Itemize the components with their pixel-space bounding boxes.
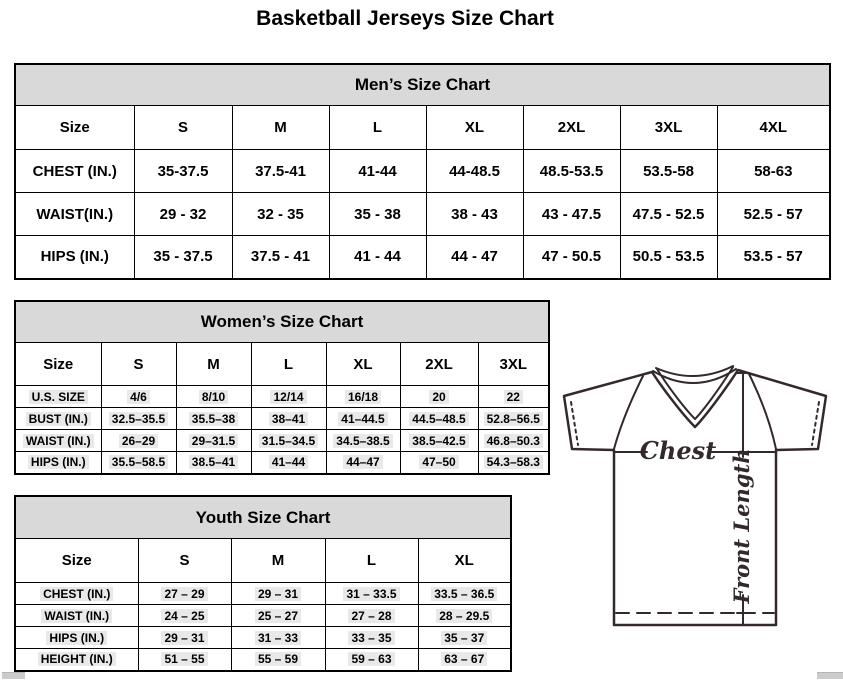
table-row [15,236,830,279]
table-row [15,150,830,193]
table-cell: 41–44 [251,452,326,474]
table-cell: 55 – 59 [231,649,325,671]
column-header: 3XL [478,343,549,386]
table-row [15,583,511,605]
table-cell: 22 [478,386,549,408]
page-title: Basketball Jerseys Size Chart [256,7,554,30]
table-cell: 52.5 - 57 [717,193,830,236]
column-header: S [101,343,176,386]
table-cell: 47–50 [400,452,478,474]
table-cell: 38.5–41 [176,452,251,474]
table-cell: 51 – 55 [138,649,231,671]
table-cell: 44.5–48.5 [400,408,478,430]
table-row [15,452,549,474]
right-armhole-seam [749,374,776,449]
column-header: S [134,106,232,150]
column-header: Size [15,343,101,386]
table-cell: 38–41 [251,408,326,430]
collar-back-arc [656,366,733,376]
row-label: HEIGHT (IN.) [15,649,138,671]
scrollbar-fragment-right[interactable] [817,672,843,679]
table-cell: 59 – 63 [325,649,418,671]
table-row [15,539,511,583]
column-header: 3XL [620,106,717,150]
table-cell: 47 - 50.5 [523,236,620,279]
column-header: M [231,539,325,583]
mens-size-table [14,63,831,280]
table-cell: 29 - 32 [134,193,232,236]
column-header: L [329,106,426,150]
column-header: M [176,343,251,386]
column-header: 2XL [523,106,620,150]
table-row [15,386,549,408]
table-cell: 29–31.5 [176,430,251,452]
table-cell: 25 – 27 [231,605,325,627]
table-cell: 47.5 - 52.5 [620,193,717,236]
table-cell: 29 – 31 [138,627,231,649]
table-row [15,106,830,150]
table-cell: 28 – 29.5 [418,605,511,627]
jersey-outline [564,370,826,625]
table-cell: 27 – 29 [138,583,231,605]
jersey-diagram-svg [552,360,842,675]
table-cell: 32.5–35.5 [101,408,176,430]
column-header: Size [15,539,138,583]
chest-label: Chest [639,436,717,465]
table-cell: 31.5–34.5 [251,430,326,452]
table-cell: 35 – 37 [418,627,511,649]
table-cell: 29 – 31 [231,583,325,605]
left-armhole-seam [614,376,643,449]
table-cell: 31 – 33 [231,627,325,649]
table-cell: 35 - 38 [329,193,426,236]
table-cell: 44 - 47 [426,236,523,279]
table-cell: 33 – 35 [325,627,418,649]
row-label: U.S. SIZE [15,386,101,408]
table-row [15,430,549,452]
row-label: WAIST(IN.) [15,193,134,236]
womens-chart-title: Women’s Size Chart [15,301,549,343]
column-header: M [232,106,329,150]
scrollbar-fragment-left[interactable] [2,672,25,679]
table-cell: 50.5 - 53.5 [620,236,717,279]
table-cell: 35.5–38 [176,408,251,430]
jersey-measurement-diagram [552,360,842,675]
table-cell: 43 - 47.5 [523,193,620,236]
table-cell: 48.5-53.5 [523,150,620,193]
table-cell: 38.5–42.5 [400,430,478,452]
table-cell: 35.5–58.5 [101,452,176,474]
table-cell: 24 – 25 [138,605,231,627]
table-cell: 41-44 [329,150,426,193]
table-cell: 8/10 [176,386,251,408]
table-cell: 4/6 [101,386,176,408]
column-header: Size [15,106,134,150]
row-label: HIPS (IN.) [15,236,134,279]
row-label: WAIST (IN.) [15,430,101,452]
column-header: 4XL [717,106,830,150]
table-cell: 37.5-41 [232,150,329,193]
table-cell: 35-37.5 [134,150,232,193]
table-row [15,193,830,236]
left-cuff-dashed-line [571,402,578,445]
right-cuff-dashed-line [812,402,819,445]
table-cell: 38 - 43 [426,193,523,236]
table-row [15,64,830,106]
column-header: L [251,343,326,386]
column-header: XL [426,106,523,150]
table-cell: 53.5-58 [620,150,717,193]
row-label: WAIST (IN.) [15,605,138,627]
table-row [15,343,549,386]
table-cell: 35 - 37.5 [134,236,232,279]
table-cell: 12/14 [251,386,326,408]
table-cell: 44-48.5 [426,150,523,193]
table-cell: 34.5–38.5 [326,430,400,452]
column-header: S [138,539,231,583]
table-row [15,605,511,627]
table-cell: 27 – 28 [325,605,418,627]
table-cell: 41–44.5 [326,408,400,430]
table-cell: 41 - 44 [329,236,426,279]
table-cell: 54.3–58.3 [478,452,549,474]
column-header: XL [326,343,400,386]
row-label: CHEST (IN.) [15,150,134,193]
table-row [15,301,549,343]
table-cell: 26–29 [101,430,176,452]
table-row [15,627,511,649]
front-length-label: Front Length [729,448,754,604]
column-header: 2XL [400,343,478,386]
table-cell: 16/18 [326,386,400,408]
table-cell: 53.5 - 57 [717,236,830,279]
table-cell: 37.5 - 41 [232,236,329,279]
table-cell: 32 - 35 [232,193,329,236]
table-cell: 44–47 [326,452,400,474]
womens-size-table [14,300,550,475]
table-row [15,408,549,430]
row-label: HIPS (IN.) [15,452,101,474]
row-label: CHEST (IN.) [15,583,138,605]
column-header: L [325,539,418,583]
mens-chart-title: Men’s Size Chart [15,64,830,106]
column-header: XL [418,539,511,583]
table-cell: 20 [400,386,478,408]
table-cell: 46.8–50.3 [478,430,549,452]
table-cell: 31 – 33.5 [325,583,418,605]
table-cell: 33.5 – 36.5 [418,583,511,605]
table-cell: 58-63 [717,150,830,193]
table-cell: 63 – 67 [418,649,511,671]
row-label: HIPS (IN.) [15,627,138,649]
row-label: BUST (IN.) [15,408,101,430]
table-row [15,649,511,671]
youth-chart-title: Youth Size Chart [15,496,511,539]
youth-size-table [14,495,512,672]
table-row [15,496,511,539]
table-cell: 52.8–56.5 [478,408,549,430]
